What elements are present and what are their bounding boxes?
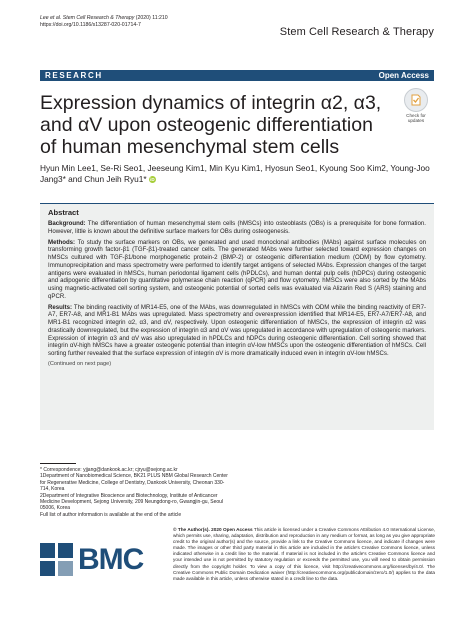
first-author[interactable]: Hyun Min Lee <box>40 163 92 173</box>
bmc-logo-text: BMC <box>78 543 144 576</box>
citation-header <box>40 15 270 28</box>
full-author-info-note: Full list of author information is available at the end of the article <box>40 511 182 518</box>
bmc-mark-icon <box>40 543 74 577</box>
section-label: RESEARCH <box>45 71 103 80</box>
orcid-icon[interactable]: iD <box>150 177 155 183</box>
affiliation-1: 1Department of Nanobiomedical Science, BK21 PLUS NBM Global Research Center for Regenerative Medicine, College of Dentistry, Dankook University, Cheonan 330-714, Korea <box>40 473 228 493</box>
author-list-rest: 1, Se-Ri Seo1, Jeeseung Kim1, Min Kyu Kim1, Hyosun Seo1, Kyoung Soo Kim2, Young-Joo Jang3* and Chun Jeih Ryu1* <box>40 163 430 184</box>
author-list <box>40 163 434 185</box>
open-access-label: Open Access <box>378 71 429 80</box>
check-updates-label: Check for updates <box>406 113 426 124</box>
check-updates-icon <box>404 88 428 112</box>
doi-link[interactable]: https://doi.org/10.1186/s13287-020-01714-7 <box>40 21 141 28</box>
abstract-background: Background: The differentiation of human mesenchymal stem cells (hMSCs) into osteoblasts (OBs) is a prerequisite for bone formation. However, little is known about the definitive surface markers for OBs during osteogenesis. <box>48 220 426 235</box>
citation-year-volume: (2020) 11:210 <box>135 15 168 21</box>
journal-name: Stem Cell Research & Therapy <box>279 26 434 38</box>
section-banner <box>40 70 434 81</box>
citation-authors: Lee et al. <box>40 15 62 21</box>
continued-note: (Continued on next page) <box>48 360 112 367</box>
footnotes <box>40 463 230 518</box>
affiliation-2: 2Department of Integrative Bioscience and Biotechnology, Institute of Anticancer Medicine Development, Sejong University, 209 Neungdong-ro, Gwangjin-gu, Seoul 05006, Korea <box>40 492 224 512</box>
abstract-heading: Abstract <box>48 208 79 217</box>
check-for-updates-button[interactable] <box>398 88 434 128</box>
abstract-results: Results: The binding reactivity of MR14-E5, one of the MAbs, was downregulated in hMSCs with ODM while the binding reactivity of ER7-A7, ER7-A8, and MR1-B1 MAbs was upregulated. Mass spectrometry and overexpression identified that MR14-E5, ER7-A7/ER7-A8, and MR1-B1 recognized integrin α2, α3, and αV, respectively. Upon osteogenic differentiation of hMSCs, the expression of integrin α2 was drastically downregulated, but the expression of integrin α3 and αV was upregulated in accordance with upregulation of osteogenic markers. Expression of integrin α3 and αV was also upregulated in hPDLCs and hDPCs during osteogenic differentiation. Cell sorting showed that integrin αV-high hMSCs have a greater osteogenic potential than integrin αV-low hMSCs upon the osteogenic differentiation of hMSCs. Cell sorting further revealed that the surface expression of integrin αV is more dramatically induced even in integrin αV-low hMSCs. <box>48 303 426 357</box>
article-title: Expression dynamics of integrin α2, α3, and αV upon osteogenic differentiation of human mesenchymal stem cells <box>40 92 382 158</box>
license-text: © The Author(s). 2020 Open Access This article is licensed under a Creative Commons Attribution 4.0 International License, which permits use, sharing, adaptation, distribution and reproduction in any medium or format, as long as you give appropriate credit to the original author(s) and the source, provide a link to the Creative Commons licence, and indicate if changes were made. The images or other third party material in this article are included in the article's Creative Commons licence, unless indicated otherwise in a credit line to the material. If material is not included in the article's Creative Commons licence and your intended use is not permitted by statutory regulation or exceeds the permitted use, you will need to obtain permission directly from the copyright holder. To view a copy of this licence, visit http://creativecommons.org/licenses/by/4.0/. The Creative Commons Public Domain Dedication waiver (http://creativecommons.org/publicdomain/zero/1.0/) applies to the data made available in this article, unless otherwise stated in a credit line to the data. <box>173 527 435 581</box>
abstract-methods: Methods: To study the surface markers on OBs, we generated and used monoclonal antibodies (MAbs) against surface molecules on transforming growth factor-β1 (TGF-β1)-treated cancer cells. The generated MAbs were further selected toward expression changes on hMSCs cultured with TGF-β1/bone morphogenetic protein-2 (BMP-2) or osteogenic differentiation medium (ODM) by flow cytometry. Immunoprecipitation and mass spectrometry were performed to identify target antigens of selected MAbs. Expression changes of the target antigens were evaluated in hMSCs, human periodontal ligament cells (hPDLCs), and human dental pulp cells (hDPCs) during osteogenic and adipogenic differentiation by quantitative polymerase chain reaction (qPCR) and flow cytometry. hMSCs were also sorted by the MAbs using magnetic-activated cell sorting system, and osteogenic potential of sorted cells was evaluated via Alizarin Red S (ARS) staining and qPCR. <box>48 238 426 300</box>
footnote-rule <box>40 463 76 464</box>
bmc-logo <box>40 540 150 580</box>
correspondence[interactable]: * Correspondence: yjjang@dankook.ac.kr; cjryu@sejong.ac.kr <box>40 467 178 473</box>
abstract-box <box>40 203 434 430</box>
citation-journal: Stem Cell Research & Therapy <box>62 15 135 21</box>
